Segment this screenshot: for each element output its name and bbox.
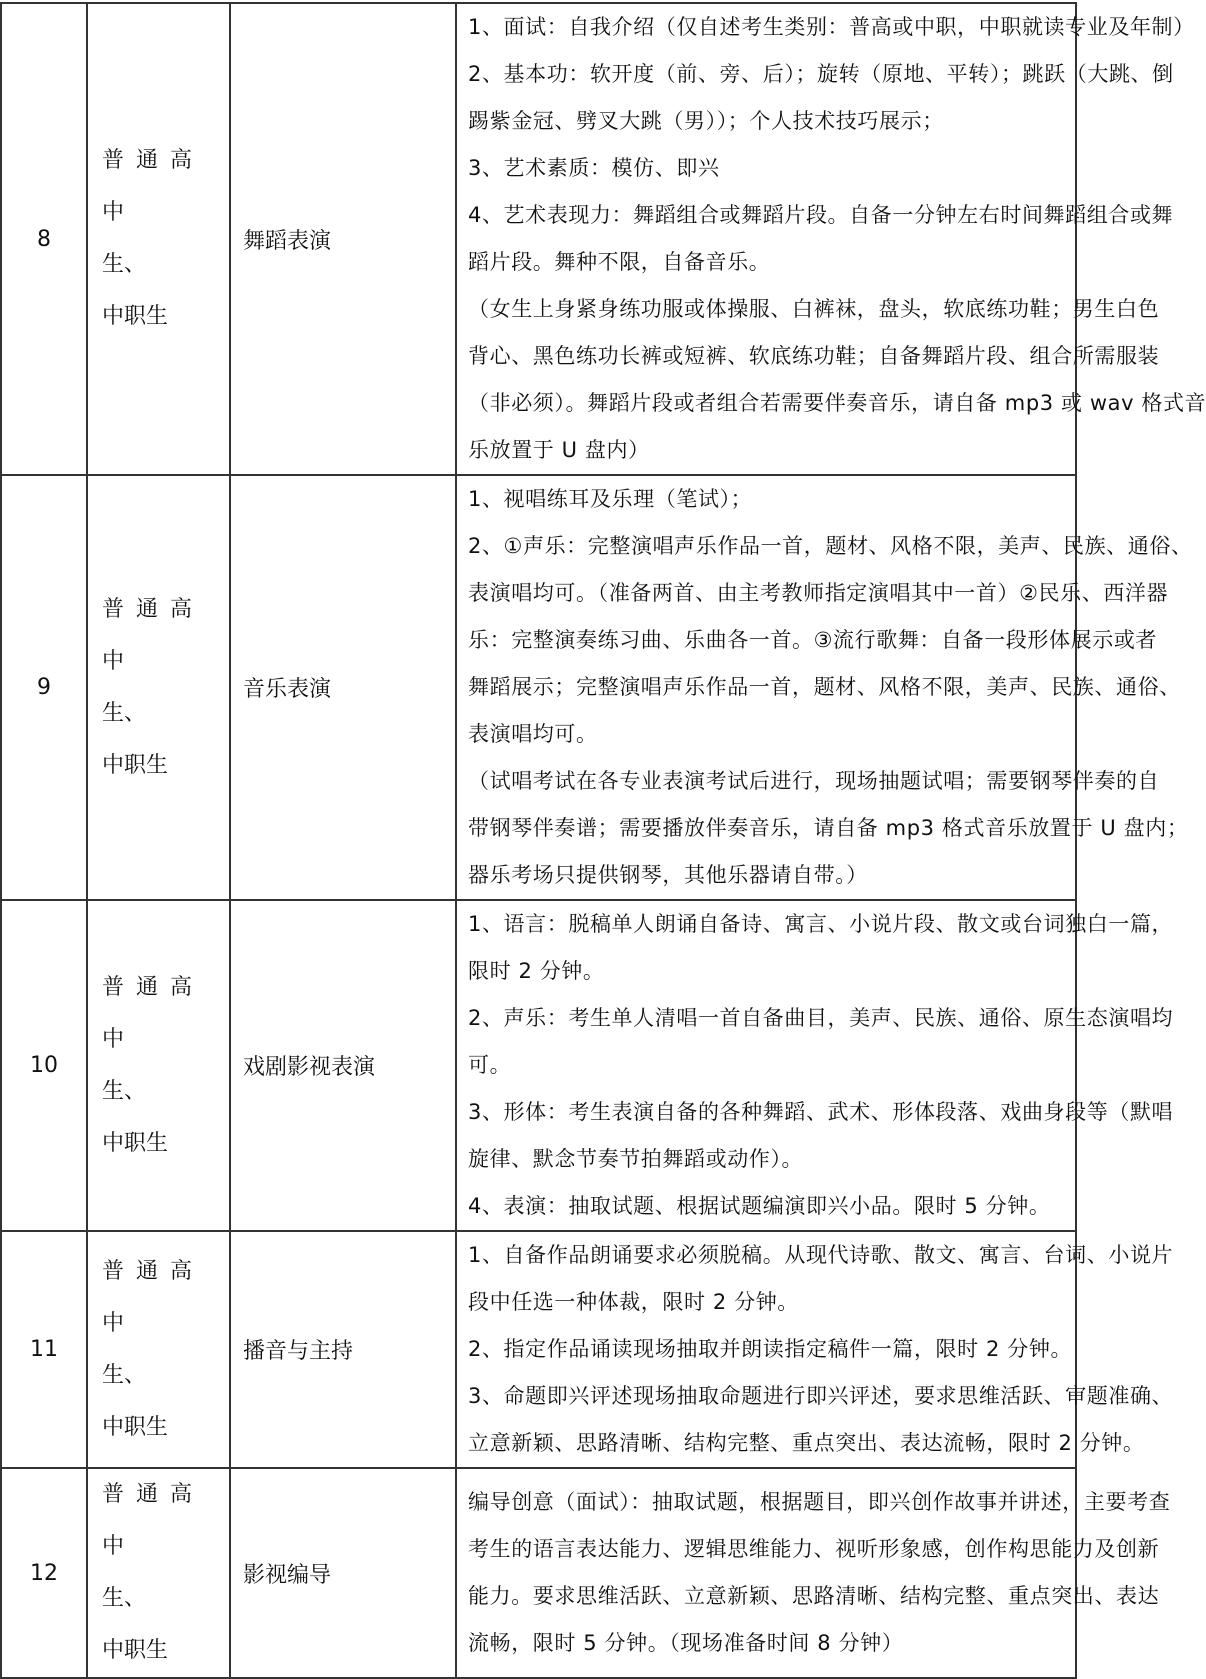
exam-content-line: 器乐考场只提供钢琴，其他乐器请自带。） <box>468 863 868 887</box>
exam-content-line: 旋律、默念节奏节拍舞蹈或动作）。 <box>468 1147 804 1171</box>
exam-content <box>456 1231 1174 1468</box>
exam-content-line: 2、①声乐：完整演唱声乐作品一首，题材、风格不限，美声、民族、通俗、 <box>468 534 1193 558</box>
row-number <box>1 900 87 1231</box>
category-line: 生、 <box>102 1362 147 1388</box>
exam-content-line: 表演唱均可。 <box>468 722 598 746</box>
major-text: 戏剧影视表演 <box>243 1055 376 1080</box>
table-row <box>1 475 1076 900</box>
category-line: 普通高中 <box>102 1258 205 1336</box>
exam-content <box>456 1468 1171 1678</box>
table-row <box>1 1468 1076 1678</box>
exam-content-line: 考生的语言表达能力、逻辑思维能力、视听形象感，创作构思能力及创新 <box>468 1537 1160 1561</box>
exam-content-line: 能力。要求思维活跃、立意新颖、思路清晰、结构完整、重点突出、表达 <box>468 1584 1160 1608</box>
exam-content-line: 2、基本功：软开度（前、旁、后）；旋转（原地、平转）；跳跃（大跳、倒 <box>468 62 1174 86</box>
exam-content-line: 舞蹈展示；完整演唱声乐作品一首，题材、风格不限，美声、民族、通俗、 <box>468 675 1181 699</box>
row-number <box>1 1231 87 1468</box>
exam-content <box>456 475 1193 900</box>
exam-content-line: 编导创意（面试）：抽取试题，根据题目，即兴创作故事并讲述，主要考查 <box>468 1490 1171 1514</box>
row-number-text: 11 <box>30 1337 58 1362</box>
exam-content-line: 4、艺术表现力：舞蹈组合或舞蹈片段。自备一分钟左右时间舞蹈组合或舞 <box>468 203 1174 227</box>
exam-content-line: 3、命题即兴评述现场抽取命题进行即兴评述，要求思维活跃、审题准确、 <box>468 1384 1174 1408</box>
exam-content-line: 4、表演：抽取试题、根据试题编演即兴小品。限时 5 分钟。 <box>468 1194 1051 1218</box>
category-line: 中职生 <box>102 1414 169 1440</box>
major-text: 音乐表演 <box>243 677 332 702</box>
category-line: 生、 <box>102 1586 147 1611</box>
exam-content-line: （非必须）。舞蹈片段或者组合若需要伴奏音乐，请自备 mp3 或 wav 格式音 <box>468 391 1206 415</box>
exam-content-line: 限时 2 分钟。 <box>468 959 605 983</box>
exam-content-line: 3、形体：考生表演自备的各种舞蹈、武术、形体段落、戏曲身段等（默唱 <box>468 1100 1174 1124</box>
category-line: 中职生 <box>102 1130 169 1156</box>
row-number-text: 9 <box>37 675 51 700</box>
exam-requirements-table <box>0 2 1206 1679</box>
major-text: 播音与主持 <box>243 1339 354 1364</box>
exam-content-line: 可。 <box>468 1053 512 1077</box>
category-line: 普通高中 <box>102 974 205 1052</box>
category-line: 中职生 <box>102 752 169 778</box>
major-name <box>230 1231 456 1468</box>
exam-content-line: （女生上身紧身练功服或体操服、白裤袜，盘头，软底练功鞋；男生白色 <box>468 297 1160 321</box>
exam-content-line: 1、语言：脱稿单人朗诵自备诗、寓言、小说片段、散文或台词独白一篇， <box>468 912 1174 936</box>
candidate-category <box>87 1468 230 1678</box>
candidate-category <box>87 475 230 900</box>
major-name <box>230 1468 456 1678</box>
major-text: 舞蹈表演 <box>243 228 332 254</box>
category-line: 普通高中 <box>102 1482 205 1559</box>
category-line: 生、 <box>102 1078 147 1104</box>
category-line: 普通高中 <box>102 148 205 225</box>
major-name <box>230 3 456 475</box>
table-row <box>1 1231 1076 1468</box>
row-number-text: 12 <box>30 1560 58 1586</box>
exam-content-line: 段中任选一种体裁，限时 2 分钟。 <box>468 1290 799 1314</box>
exam-content <box>456 900 1174 1231</box>
table-row <box>1 3 1076 475</box>
category-line: 生、 <box>102 252 147 277</box>
row-number <box>1 1468 87 1678</box>
major-name <box>230 900 456 1231</box>
exam-content-line: 乐放置于 U 盘内） <box>468 438 650 462</box>
exam-content-line: 1、视唱练耳及乐理（笔试）； <box>468 487 753 511</box>
exam-content-line: 流畅，限时 5 分钟。（现场准备时间 8 分钟） <box>468 1631 904 1655</box>
exam-content-line: （试唱考试在各专业表演考试后进行，现场抽题试唱；需要钢琴伴奏的自 <box>468 769 1160 793</box>
row-number <box>1 475 87 900</box>
exam-content-line: 1、自备作品朗诵要求必须脱稿。从现代诗歌、散文、寓言、台词、小说片 <box>468 1243 1174 1267</box>
row-number-text: 8 <box>37 226 51 252</box>
major-name <box>230 475 456 900</box>
major-text: 影视编导 <box>243 1562 332 1588</box>
exam-content-line: 3、艺术素质：模仿、即兴 <box>468 156 720 180</box>
exam-content-line: 带钢琴伴奏谱；需要播放伴奏音乐，请自备 mp3 格式音乐放置于 U 盘内； <box>468 816 1189 840</box>
category-line: 中职生 <box>102 304 169 329</box>
category-line: 普通高中 <box>102 596 205 674</box>
exam-content-line: 2、指定作品诵读现场抽取并朗读指定稿件一篇，限时 2 分钟。 <box>468 1337 1073 1361</box>
exam-content-line: 1、面试：自我介绍（仅自述考生类别：普高或中职，中职就读专业及年制） <box>468 15 1195 39</box>
table-row <box>1 900 1076 1231</box>
exam-content-line: 背心、黑色练功长裤或短裤、软底练功鞋；自备舞蹈片段、组合所需服装 <box>468 344 1160 368</box>
exam-content-line: 乐：完整演奏练习曲、乐曲各一首。③流行歌舞：自备一段形体展示或者 <box>468 628 1158 652</box>
row-number <box>1 3 87 475</box>
exam-content-line: 立意新颖、思路清晰、结构完整、重点突出、表达流畅，限时 2 分钟。 <box>468 1431 1145 1455</box>
exam-content-line: 蹈片段。舞种不限，自备音乐。 <box>468 250 771 274</box>
category-line: 中职生 <box>102 1638 169 1663</box>
exam-content-line: 2、声乐：考生单人清唱一首自备曲目，美声、民族、通俗、原生态演唱均 <box>468 1006 1174 1030</box>
row-number-text: 10 <box>30 1053 58 1078</box>
exam-content <box>456 3 1206 475</box>
candidate-category <box>87 900 230 1231</box>
category-line: 生、 <box>102 700 147 726</box>
exam-content-line: 踢紫金冠、劈叉大跳（男））；个人技术技巧展示； <box>468 109 944 133</box>
candidate-category <box>87 3 230 475</box>
candidate-category <box>87 1231 230 1468</box>
exam-content-line: 表演唱均可。（准备两首、由主考教师指定演唱其中一首）②民乐、西洋器 <box>468 581 1169 605</box>
